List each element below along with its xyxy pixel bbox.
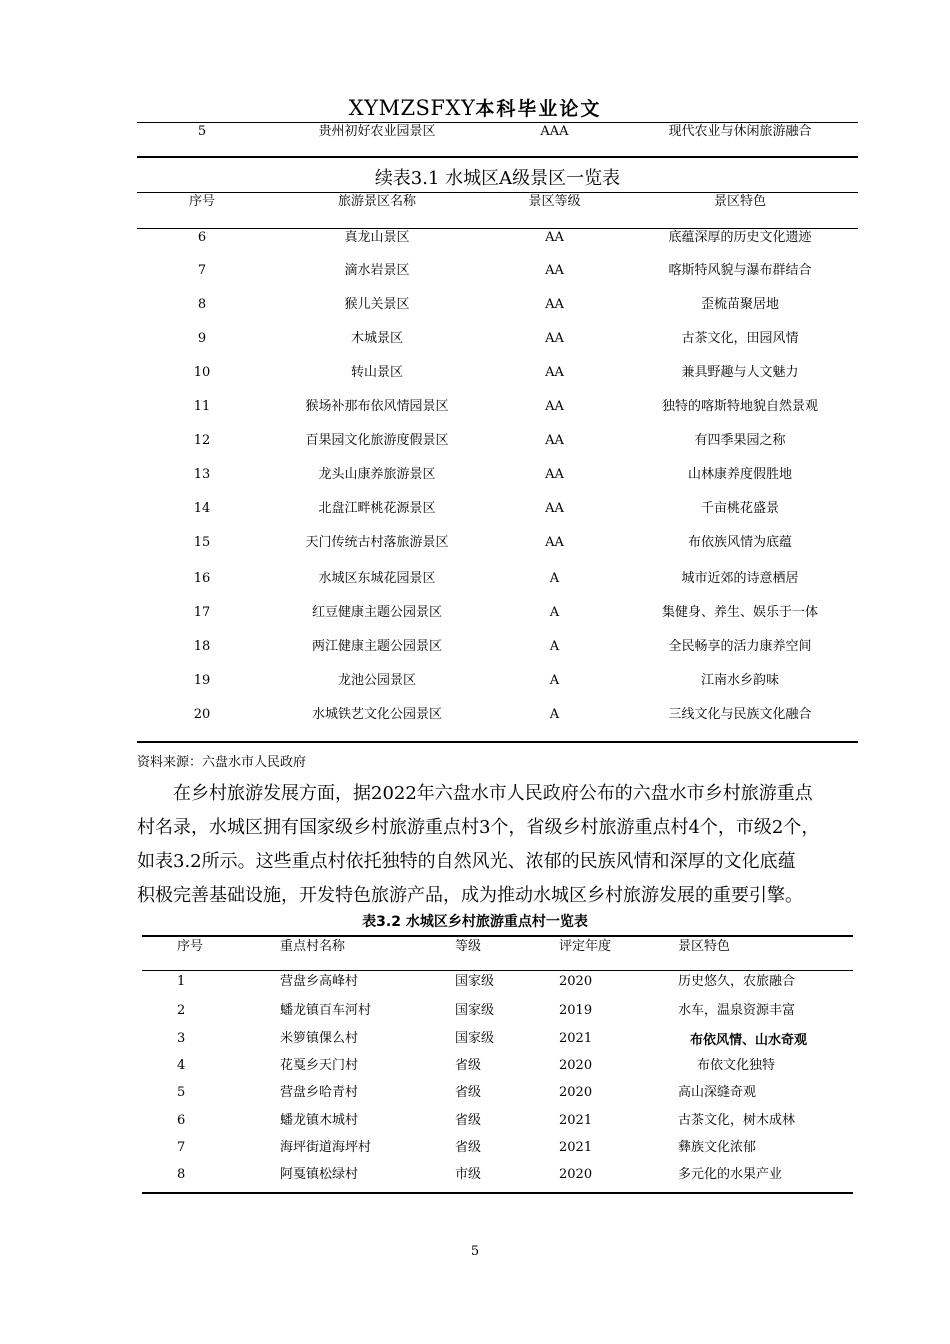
- table-rule: [137, 741, 858, 743]
- cell-no: 19: [193, 673, 211, 688]
- cell-level: A: [549, 707, 560, 722]
- cell-feature: 布依文化独特: [697, 1058, 776, 1073]
- cell-feature: 千亩桃花盛景: [700, 501, 779, 516]
- cell-feature: 独特的喀斯特地貌自然景观: [661, 399, 818, 414]
- cell-feature: 布依风情、山水奇观: [690, 1033, 808, 1048]
- cell-year: 2019: [559, 1003, 593, 1018]
- table-row: [142, 1029, 853, 1049]
- table-row: [137, 363, 858, 383]
- cell-name: 天门传统古村落旅游景区: [305, 535, 449, 550]
- cell-level: A: [549, 605, 560, 620]
- header-feature: 景区特色: [678, 939, 731, 954]
- table-row: [142, 1111, 853, 1131]
- cell-year: 2021: [559, 1031, 593, 1046]
- table2-caption: 表3.2 水城区乡村旅游重点村一览表: [362, 914, 588, 930]
- cell-level: AA: [545, 501, 564, 516]
- cell-level: AA: [545, 297, 564, 312]
- cell-feature: 底蕴深厚的历史文化遗迹: [668, 230, 812, 245]
- cell-year: 2021: [559, 1140, 593, 1155]
- table-row: [137, 397, 858, 417]
- table-row: [142, 1056, 853, 1076]
- cell-no: 11: [193, 399, 211, 414]
- cell-no: 3: [177, 1031, 186, 1046]
- cell-village: 花戛乡天门村: [280, 1058, 359, 1073]
- cell-level: 国家级: [455, 1003, 495, 1018]
- cell-level: 国家级: [455, 974, 495, 989]
- header-village: 重点村名称: [280, 939, 346, 954]
- table-row: [137, 499, 858, 519]
- cell-no: 13: [193, 467, 211, 482]
- table-row: [137, 603, 858, 623]
- cell-name: 北盘江畔桃花源景区: [318, 501, 436, 516]
- cell-feature: 城市近郊的诗意栖居: [681, 571, 799, 586]
- table-row: [137, 465, 858, 485]
- header-latin: XYMZSFXY: [348, 96, 476, 120]
- cell-village: 蟠龙镇百车河村: [280, 1003, 372, 1018]
- paragraph-line: 积极完善基础设施，开发特色旅游产品，成为推动水城区乡村旅游发展的重要引擎。: [137, 885, 803, 906]
- cell-village: 蟠龙镇木城村: [280, 1113, 359, 1128]
- cell-level: 省级: [455, 1085, 482, 1100]
- paragraph-line: 村名录，水城区拥有国家级乡村旅游重点村3个，省级乡村旅游重点村4个，市级2个，: [137, 817, 820, 838]
- cell-village: 海坪街道海坪村: [280, 1140, 372, 1155]
- header-feature: 景区特色: [713, 194, 766, 209]
- cell-level: AA: [545, 331, 564, 346]
- page-header: [0, 94, 950, 121]
- cell-level: 省级: [455, 1140, 482, 1155]
- cell-feature: 现代农业与休闲旅游融合: [668, 124, 812, 139]
- cell-no: 20: [193, 707, 211, 722]
- table-row: [142, 972, 853, 992]
- table1-header: [137, 192, 858, 212]
- table-row: [137, 533, 858, 553]
- cell-no: 18: [193, 639, 211, 654]
- cell-no: 12: [193, 433, 211, 448]
- table-row: [137, 122, 858, 142]
- cell-no: 7: [197, 263, 207, 278]
- paragraph-line: 在乡村旅游发展方面，据2022年六盘水市人民政府公布的六盘水市乡村旅游重点: [173, 783, 813, 804]
- cell-name: 转山景区: [350, 365, 403, 380]
- cell-feature: 兼具野趣与人文魅力: [681, 365, 799, 380]
- table-row: [142, 1138, 853, 1158]
- cell-feature: 有四季果园之称: [694, 433, 786, 448]
- cell-name: 猴场补那布依风情园景区: [305, 399, 449, 414]
- table-row: [137, 295, 858, 315]
- table2-header: [142, 937, 853, 957]
- table-row: [137, 329, 858, 349]
- cell-no: 15: [193, 535, 211, 550]
- cell-name: 木城景区: [350, 331, 403, 346]
- cell-year: 2020: [559, 1058, 593, 1073]
- header-year: 评定年度: [559, 939, 612, 954]
- page-number: 5: [470, 1244, 480, 1259]
- cell-year: 2021: [559, 1113, 593, 1128]
- table-row: [137, 431, 858, 451]
- cell-name: 贵州初好农业园景区: [318, 124, 436, 139]
- cell-level: A: [549, 639, 560, 654]
- cell-level: A: [549, 571, 560, 586]
- cell-no: 17: [193, 605, 211, 620]
- cell-name: 水城铁艺文化公园景区: [311, 707, 442, 722]
- cell-level: 市级: [455, 1167, 482, 1182]
- cell-feature: 古茶文化，树木成林: [678, 1113, 796, 1128]
- table-row: [142, 1001, 853, 1021]
- cell-feature: 彝族文化浓郁: [678, 1140, 757, 1155]
- table-rule: [142, 1192, 853, 1194]
- cell-name: 龙头山康养旅游景区: [318, 467, 436, 482]
- header-level: 景区等级: [528, 194, 581, 209]
- cell-no: 16: [193, 571, 211, 586]
- cell-feature: 多元化的水果产业: [678, 1167, 783, 1182]
- cell-no: 7: [177, 1140, 186, 1155]
- cell-name: 滴水岩景区: [344, 263, 410, 278]
- table-row: [137, 228, 858, 248]
- table-row: [142, 1165, 853, 1185]
- cell-no: 4: [177, 1058, 186, 1073]
- cell-no: 2: [177, 1003, 186, 1018]
- cell-no: 14: [193, 501, 211, 516]
- cell-no: 6: [197, 230, 207, 245]
- cell-level: 国家级: [455, 1031, 495, 1046]
- cell-feature: 江南水乡韵味: [700, 673, 779, 688]
- cell-name: 百果园文化旅游度假景区: [305, 433, 449, 448]
- table-row: [142, 1083, 853, 1103]
- cell-no: 6: [177, 1113, 186, 1128]
- cell-feature: 三线文化与民族文化融合: [668, 707, 812, 722]
- cell-level: AA: [545, 263, 564, 278]
- cell-no: 8: [197, 297, 207, 312]
- cell-level: 省级: [455, 1113, 482, 1128]
- cell-level: A: [549, 673, 560, 688]
- cell-year: 2020: [559, 1085, 593, 1100]
- cell-village: 营盘乡哈青村: [280, 1085, 359, 1100]
- cell-feature: 古茶文化，田园风情: [681, 331, 799, 346]
- cell-no: 1: [177, 974, 186, 989]
- cell-level: AA: [545, 230, 564, 245]
- table-rule: [142, 970, 853, 971]
- paragraph-line: 如表3.2所示。这些重点村依托独特的自然风光、浓郁的民族风情和深厚的文化底蕴: [137, 851, 796, 872]
- cell-name: 猴儿关景区: [344, 297, 410, 312]
- cell-feature: 高山深缝奇观: [678, 1085, 757, 1100]
- cell-name: 红豆健康主题公园景区: [311, 605, 442, 620]
- cell-feature: 集健身、养生、娱乐于一体: [661, 605, 818, 620]
- table1-caption: 续表3.1 水城区A级景区一览表: [374, 168, 621, 189]
- cell-feature: 全民畅享的活力康养空间: [668, 639, 812, 654]
- header-no: 序号: [177, 939, 204, 954]
- cell-name: 龙池公园景区: [337, 673, 416, 688]
- body-paragraph: [137, 777, 862, 913]
- cell-no: 5: [177, 1085, 186, 1100]
- cell-feature: 喀斯特风貌与瀑布群结合: [668, 263, 812, 278]
- cell-village: 营盘乡高峰村: [280, 974, 359, 989]
- table-row: [137, 637, 858, 657]
- cell-no: 10: [193, 365, 211, 380]
- table-row: [137, 705, 858, 725]
- cell-no: 5: [197, 124, 207, 139]
- cell-no: 9: [197, 331, 207, 346]
- cell-level: AA: [545, 365, 564, 380]
- cell-level: AA: [545, 399, 564, 414]
- cell-name: 两江健康主题公园景区: [311, 639, 442, 654]
- table1-source: 资料来源：六盘水市人民政府: [137, 755, 307, 770]
- header-no: 序号: [188, 194, 215, 209]
- cell-village: 米箩镇倮么村: [280, 1031, 359, 1046]
- cell-village: 阿戛镇松绿村: [280, 1167, 359, 1182]
- cell-year: 2020: [559, 1167, 593, 1182]
- cell-level: AA: [545, 535, 564, 550]
- cell-level: AA: [545, 467, 564, 482]
- cell-name: 水城区东城花园景区: [318, 571, 436, 586]
- cell-level: 省级: [455, 1058, 482, 1073]
- cell-feature: 历史悠久，农旅融合: [678, 974, 796, 989]
- cell-feature: 布依族风情为底蕴: [687, 535, 792, 550]
- cell-no: 8: [177, 1167, 186, 1182]
- cell-level: AAA: [540, 124, 569, 139]
- header-name: 旅游景区名称: [337, 194, 416, 209]
- cell-name: 真龙山景区: [344, 230, 410, 245]
- table-row: [137, 261, 858, 281]
- table-row: [137, 671, 858, 691]
- cell-feature: 歪梳苗聚居地: [700, 297, 779, 312]
- cell-year: 2020: [559, 974, 593, 989]
- table-rule: [137, 156, 858, 158]
- cell-feature: 山林康养度假胜地: [687, 467, 792, 482]
- header-title: 本科毕业论文: [475, 98, 602, 120]
- cell-feature: 水车，温泉资源丰富: [678, 1003, 796, 1018]
- cell-level: AA: [545, 433, 564, 448]
- header-level: 等级: [455, 939, 482, 954]
- table-row: [137, 569, 858, 589]
